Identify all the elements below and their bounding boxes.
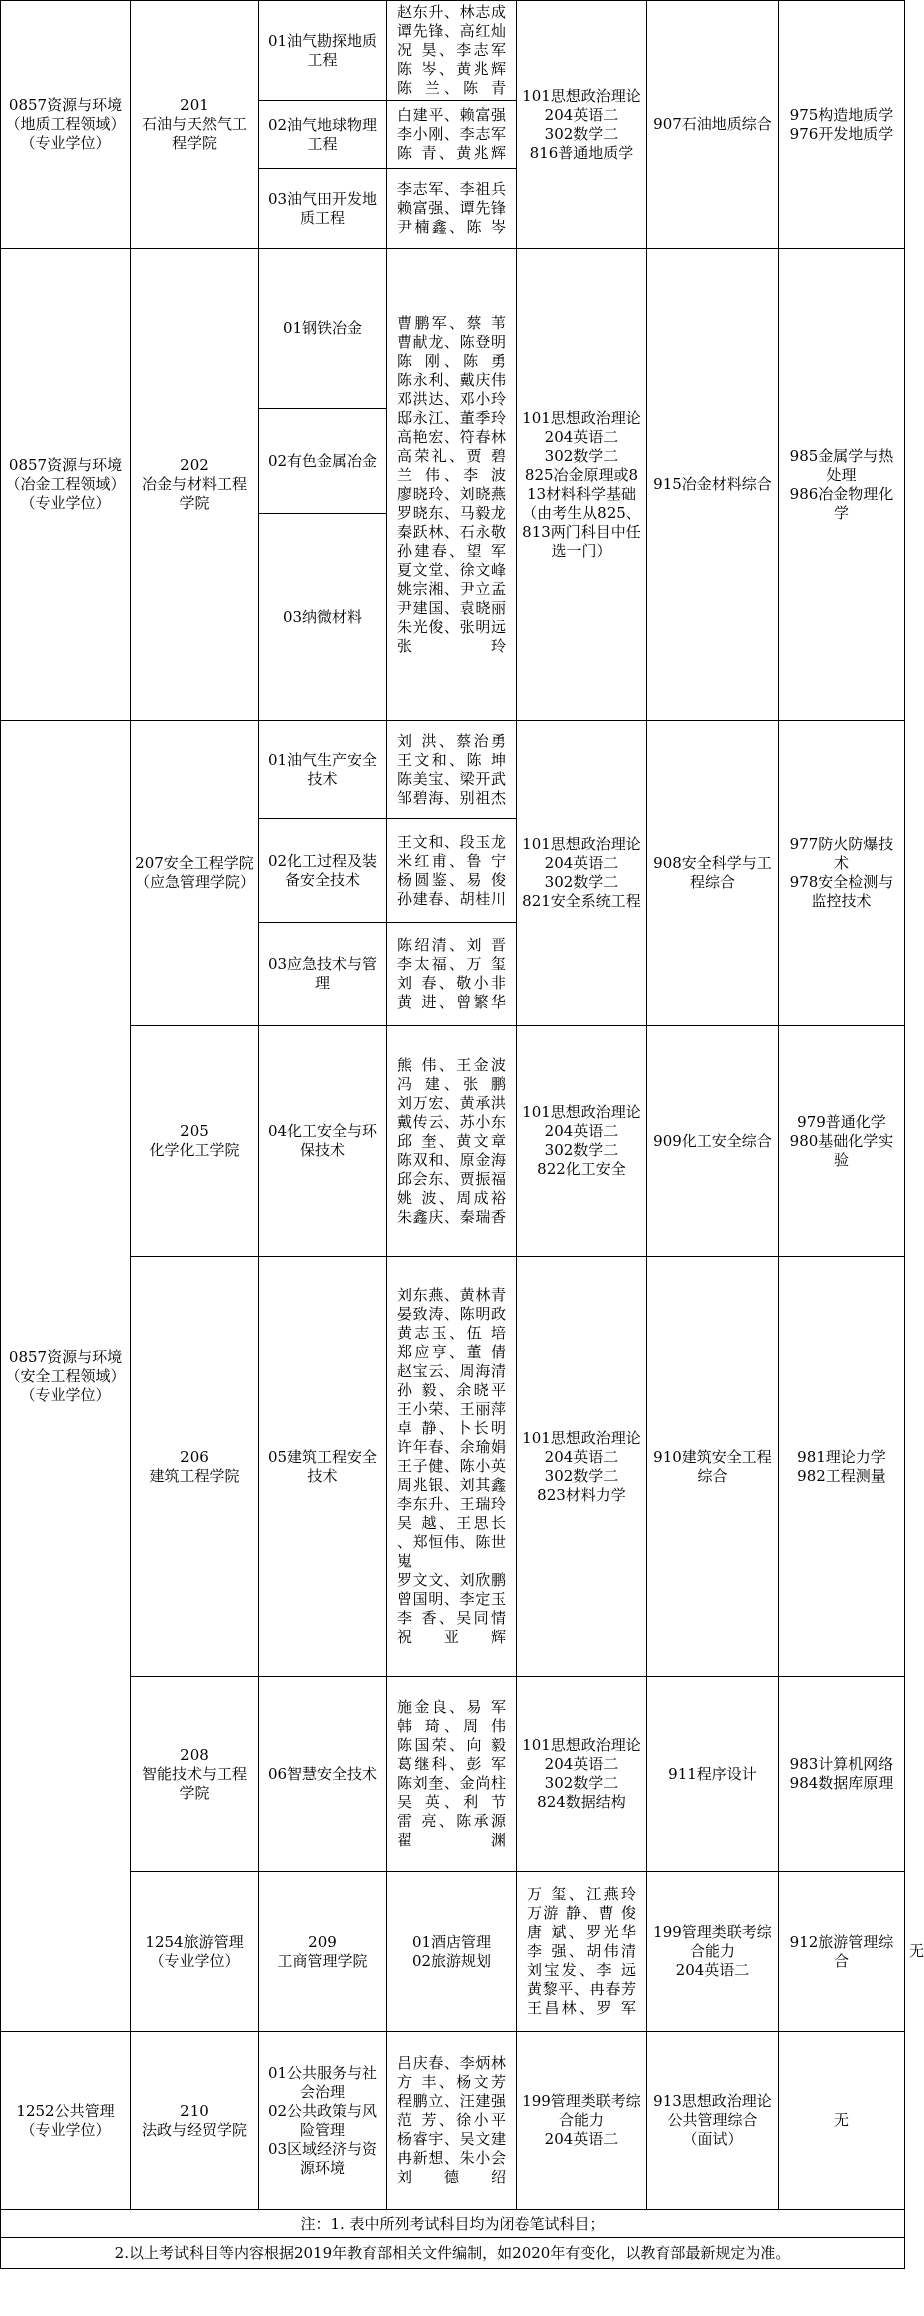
- retest-cell: 975构造地质学 976开发地质学: [779, 1, 905, 249]
- subject-cell: 911程序设计: [647, 1677, 779, 1872]
- school-cell: 208 智能技术与工程学院: [131, 1677, 259, 1872]
- direction-cell: 05建筑工程安全技术: [259, 1257, 387, 1677]
- faculty-cell: 曹鹏军、蔡 苇 曹献龙、陈登明 陈 刚、陈 勇 陈永利、戴庆伟 邓洪达、邓小玲 邸永江、董季玲 高艳宏、符春林 高荣礼、贾 碧 兰 伟、李 波 廖晓玲、刘晓燕 罗晓东、马毅龙 秦跃林、石永敬 孙建春、望 军 夏文堂、徐文峰 姚宗湘、尹立孟 尹建国、袁晓丽 朱光俊、张明远 张 玲: [387, 249, 517, 721]
- faculty-cell: 吕庆春、李炳林 方 丰、杨文芳 程鹏立、汪建强 范 芳、徐小平 杨睿宇、吴文建 冉新想、朱小会 刘德绍: [387, 2032, 517, 2210]
- school-cell: 210 法政与经贸学院: [131, 2032, 259, 2210]
- direction-cell: 04化工安全与环保技术: [259, 1026, 387, 1257]
- exam-subjects-cell: 199管理类联考综合能力 204英语二: [517, 2032, 647, 2210]
- faculty-cell: 李志军、李祖兵 赖富强、谭先锋 尹楠鑫、陈 岑: [387, 169, 517, 249]
- exam-subjects-cell: 101思想政治理论 204英语二 302数学二 822化工安全: [517, 1026, 647, 1257]
- major-cell: 0857资源与环境（地质工程领域）（专业学位）: [1, 1, 131, 249]
- subject-cell: 910建筑安全工程综合: [647, 1257, 779, 1677]
- faculty-cell: 熊 伟、王金波 冯 建、张 鹏 刘万宏、黄承洪 戴传云、苏小东 邱 奎、黄文章 陈双和、原金海 邱会东、贾振福 姚 波、周成裕 朱鑫庆、秦瑞香: [387, 1026, 517, 1257]
- school-cell: 205 化学化工学院: [131, 1026, 259, 1257]
- faculty-cell: 刘 洪、蔡治勇 王文和、陈 坤 陈美宝、梁开武 邹碧海、别祖杰: [387, 721, 517, 819]
- subject-cell: 913思想政治理论 公共管理综合 （面试）: [647, 2032, 779, 2210]
- subject-cell: 912旅游管理综合: [779, 1872, 905, 2032]
- retest-cell: 无: [779, 2032, 905, 2210]
- direction-cell: 03应急技术与管理: [259, 923, 387, 1026]
- exam-subjects-cell: 101思想政治理论 204英语二 302数学二 823材料力学: [517, 1257, 647, 1677]
- school-cell: 206 建筑工程学院: [131, 1257, 259, 1677]
- note-2: 2.以上考试科目等内容根据2019年教育部相关文件编制，如2020年有变化，以教育部最新规定为准。: [1, 2238, 905, 2269]
- exam-subjects-cell: 101思想政治理论 204英语二 302数学二 821安全系统工程: [517, 721, 647, 1026]
- major-cell: 0857资源与环境（冶金工程领域）（专业学位）: [1, 249, 131, 721]
- major-cell: 1254旅游管理（专业学位）: [131, 1872, 259, 2032]
- exam-subjects-cell: 101思想政治理论 204英语二 302数学二 824数据结构: [517, 1677, 647, 1872]
- major-cell: 1252公共管理（专业学位）: [1, 2032, 131, 2210]
- exam-subjects-cell: 199管理类联考综合能力 204英语二: [647, 1872, 779, 2032]
- faculty-cell: 王文和、段玉龙 米红甫、鲁 宁 杨圆鉴、易 俊 孙建春、胡桂川: [387, 819, 517, 923]
- subject-cell: 915冶金材料综合: [647, 249, 779, 721]
- school-cell: 202 冶金与材料工程学院: [131, 249, 259, 721]
- faculty-cell: 万 玺、江燕玲 万游 静、曹 俊 唐 斌、罗光华 李 强、胡伟清 刘宝发、李 远 黄黎平、冉春芳 王昌林、罗 军: [517, 1872, 647, 2032]
- faculty-cell: 刘东燕、黄林青 晏致涛、陈明政 黄志玉、伍 培 郑应亨、董 倩 赵宝云、周海清 孙 毅、余晓平 王小荣、王丽萍 卓 静、卜长明 许年春、余瑜娟 王子健、陈小英 周兆银、刘其鑫 李东升、王瑞玲 吴 越、王思长 、郑恒伟、陈世嵬 罗文文、刘欣鹏 曾国明、李定玉 李 香、吴同情 祝亚辉: [387, 1257, 517, 1677]
- admission-table: 0857资源与环境（地质工程领域）（专业学位） 201 石油与天然气工程学院 01油气勘探地质工程 赵东升、林志成 谭先锋、高红灿 况 昊、李志军 陈 岑、黄兆辉 陈 兰、陈 青 101思想政治理论 204英语二 302数学二 816普通地质学 907石油地质综合 975构造地质学 976开发地质学 02油气地球物理工程 白建平、赖富强 李小刚、李志军 陈 青、黄兆辉 03油气田开发地质工程 李志军、李祖兵 赖富强、谭先锋 尹楠鑫、陈 岑 0857资源与环境（冶金工程领域）（专业学位） 202 冶金与材料工程学院 01钢铁冶金 曹鹏军、蔡 苇 曹献龙、陈登明 陈 刚、陈 勇 陈永利、戴庆伟 邓洪达、邓小玲 邸永江、董季玲 高艳宏、符春林 高荣礼、贾 碧 兰 伟、李 波 廖晓玲、刘晓燕 罗晓东、马毅龙 秦跃林、石永敬 孙建春、望 军 夏文堂、徐文峰 姚宗湘、尹立孟 尹建国、袁晓丽 朱光俊、张明远 张 玲 101思想政治理论 204英语二 302数学二 825冶金原理或813材料科学基础（由考生从825、813两门科目中任选一门） 915冶金材料综合 985金属学与热处理 986冶金物理化学 02有色金属冶金 03纳微材料 0857资源与环境（安全工程领域）（专业学位） 207安全工程学院（应急管理学院） 01油气生产安全技术 刘 洪、蔡治勇 王文和、陈 坤 陈美宝、梁开武 邹碧海、别祖杰 101思想政治理论 204英语二 302数学二 821安全系统工程 908安全科学与工程综合 977防火防爆技术 978安全检测与监控技术 02化工过程及装备安全技术 王文和、段玉龙 米红甫、鲁 宁 杨圆鉴、易 俊 孙建春、胡桂川 03应急技术与管理 陈绍清、刘 晋 李太福、万 玺 刘 春、敬小非 黄 进、曾繁华 205 化学化工学院 04化工安全与环保技术 熊 伟、王金波 冯 建、张 鹏 刘万宏、黄承洪 戴传云、苏小东 邱 奎、黄文章 陈双和、原金海 邱会东、贾振福 姚 波、周成裕 朱鑫庆、秦瑞香 101思想政治理论 204英语二 302数学二 822化工安全 909化工安全综合 979普通化学 980基础化学实验 206 建筑工程学院 05建筑工程安全技术 刘东燕、黄林青 晏致涛、陈明政 黄志玉、伍 培 郑应亨、董 倩 赵宝云、周海清 孙 毅、余晓平 王小荣、王丽萍 卓 静、卜长明 许年春、余瑜娟 王子健、陈小英 周兆银、刘其鑫 李东升、王瑞玲 吴 越、王思长 、郑恒伟、陈世嵬 罗文文、刘欣鹏 曾国明、李定玉 李 香、吴同情 祝亚辉 101思想政治理论 204英语二 302数学二 823材料力学 910建筑安全工程综合 981理论力学 982工程测量 208 智能技术与工程学院 06智慧安全技术 施金良、易 军 韩 琦、周 伟 陈国荣、向 毅 葛继科、彭 军 陈刘奎、金尚柱 吴 英、利 节 雷 亮、陈承源 翟 渊 101思想政治理论 204英语二 302数学二 824数据结构 911程序设计 983计算机网络 984数据库原理 1254旅游管理（专业学位） 209 工商管理学院 01酒店管理 02旅游规划 万 玺、江燕玲 万游 静、曹 俊 唐 斌、罗光华 李 强、胡伟清 刘宝发、李 远 黄黎平、冉春芳 王昌林、罗 军 199管理类联考综合能力 204英语二 912旅游管理综合 无 1252公共管理（专业学位） 210 法政与经贸学院 01公共服务与社会治理 02公共政策与风险管理 03区域经济与资源环境 吕庆春、李炳林 方 丰、杨文芳 程鹏立、汪建强 范 芳、徐小平 杨睿宇、吴文建 冉新想、朱小会 刘德绍 199管理类联考综合能力 204英语二 913思想政治理论 公共管理综合 （面试） 无 注：1. 表中所列考试科目均为闭卷笔试科目； 2.以上考试科目等内容根据2019年教育部相关文件编制，如2020年有变化，以教育部最新规定为准。: [0, 0, 905, 2269]
- direction-cell: 06智慧安全技术: [259, 1677, 387, 1872]
- direction-cell: 02有色金属冶金: [259, 409, 387, 514]
- exam-subjects-cell: 101思想政治理论 204英语二 302数学二 825冶金原理或813材料科学基础（由考生从825、813两门科目中任选一门）: [517, 249, 647, 721]
- direction-cell: 03油气田开发地质工程: [259, 169, 387, 249]
- direction-cell: 01油气生产安全技术: [259, 721, 387, 819]
- subject-cell: 909化工安全综合: [647, 1026, 779, 1257]
- school-cell: 207安全工程学院（应急管理学院）: [131, 721, 259, 1026]
- faculty-cell: 陈绍清、刘 晋 李太福、万 玺 刘 春、敬小非 黄 进、曾繁华: [387, 923, 517, 1026]
- direction-cell: 03纳微材料: [259, 514, 387, 721]
- retest-cell: 979普通化学 980基础化学实验: [779, 1026, 905, 1257]
- retest-cell: 981理论力学 982工程测量: [779, 1257, 905, 1677]
- faculty-cell: 赵东升、林志成 谭先锋、高红灿 况 昊、李志军 陈 岑、黄兆辉 陈 兰、陈 青: [387, 1, 517, 101]
- direction-cell: 01油气勘探地质工程: [259, 1, 387, 101]
- school-cell: 201 石油与天然气工程学院: [131, 1, 259, 249]
- note-1: 注：1. 表中所列考试科目均为闭卷笔试科目；: [1, 2210, 905, 2238]
- retest-cell: 977防火防爆技术 978安全检测与监控技术: [779, 721, 905, 1026]
- faculty-cell: 施金良、易 军 韩 琦、周 伟 陈国荣、向 毅 葛继科、彭 军 陈刘奎、金尚柱 吴 英、利 节 雷 亮、陈承源 翟 渊: [387, 1677, 517, 1872]
- direction-cell: 02化工过程及装备安全技术: [259, 819, 387, 923]
- direction-cell: 01酒店管理 02旅游规划: [387, 1872, 517, 2032]
- retest-cell: 983计算机网络 984数据库原理: [779, 1677, 905, 1872]
- exam-subjects-cell: 101思想政治理论 204英语二 302数学二 816普通地质学: [517, 1, 647, 249]
- faculty-cell: 白建平、赖富强 李小刚、李志军 陈 青、黄兆辉: [387, 101, 517, 169]
- retest-cell: 985金属学与热处理 986冶金物理化学: [779, 249, 905, 721]
- major-cell: 0857资源与环境（安全工程领域）（专业学位）: [1, 721, 131, 2032]
- direction-cell: 02油气地球物理工程: [259, 101, 387, 169]
- subject-cell: 908安全科学与工程综合: [647, 721, 779, 1026]
- direction-cell: 01钢铁冶金: [259, 249, 387, 409]
- school-cell: 209 工商管理学院: [259, 1872, 387, 2032]
- subject-cell: 907石油地质综合: [647, 1, 779, 249]
- direction-cell: 01公共服务与社会治理 02公共政策与风险管理 03区域经济与资源环境: [259, 2032, 387, 2210]
